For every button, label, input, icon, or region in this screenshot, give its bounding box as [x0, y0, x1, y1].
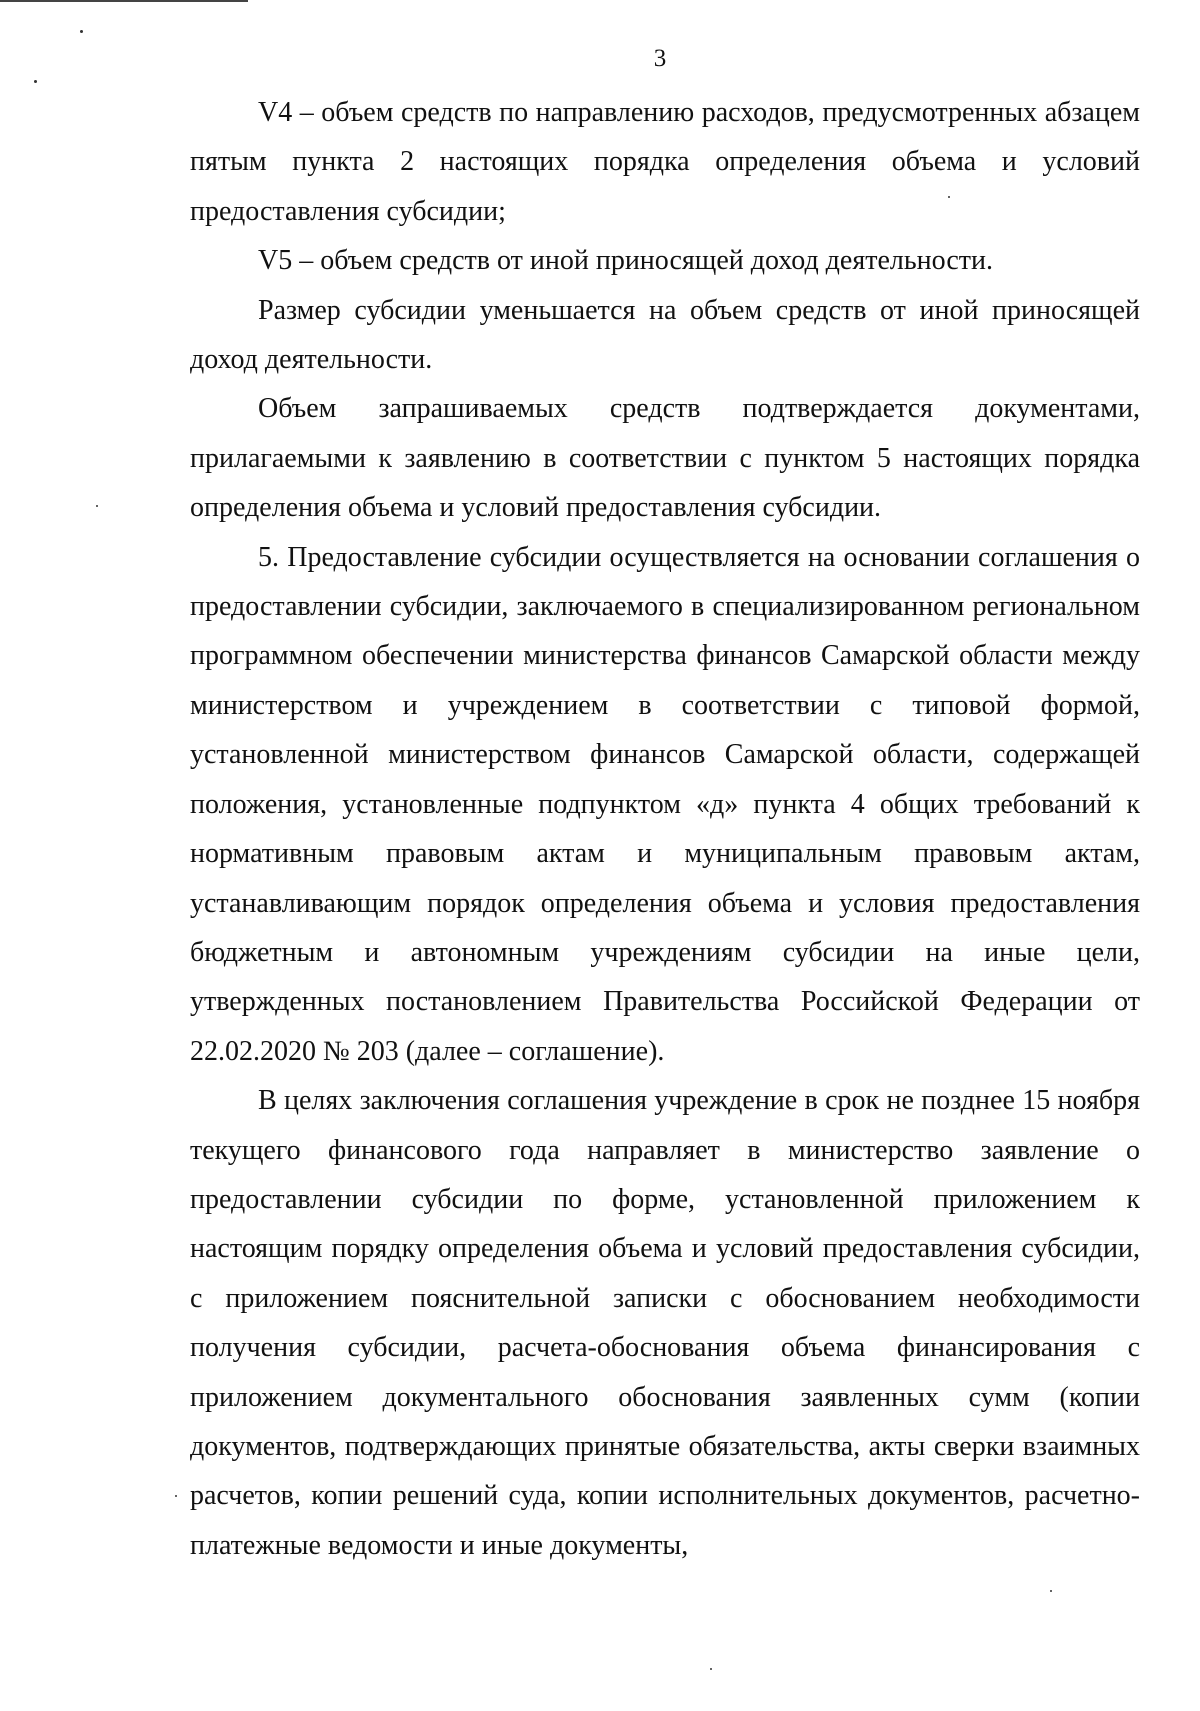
scan-speck	[710, 1668, 712, 1670]
paragraph-v4-definition: V4 – объем средств по направлению расходов, предусмотренных абзацем пятым пункта 2 настоящих порядка определения объема и условий предоставления субсидии;	[190, 97, 1140, 227]
scan-speck	[96, 505, 98, 507]
scan-speck	[175, 1495, 177, 1497]
paragraph-v5-definition: V5 – объем средств от иной приносящей доход деятельности.	[258, 245, 993, 277]
paragraph-subsidy-reduction: Размер субсидии уменьшается на объем средств от иной приносящей доход деятельности.	[190, 294, 1140, 376]
paragraph-agreement-application: В целях заключения соглашения учреждение в срок не позднее 15 ноября текущего финансового года направляет в министерство заявление о предоставлении субсидии по форме, установленной приложением к настоящим порядку определения объема и условий предоставления субсидии, с приложением пояснительной записки с обоснованием необходимости получения субсидии, расчета-обоснования объема финансирования с приложением документального обоснования заявленных сумм (копии документов, подтверждающих принятые обязательства, акты сверки взаимных расчетов, копии решений суда, копии исполнительных документов, расчетно-платежные ведомости и иные документы,	[190, 1085, 1140, 1561]
scan-speck	[80, 30, 83, 33]
scan-speck	[1050, 1590, 1052, 1592]
document-body	[190, 88, 1140, 1570]
page-number: 3	[653, 45, 667, 72]
scan-edge-rule	[0, 0, 248, 2]
paragraph-funds-confirmation: Объем запрашиваемых средств подтверждается документами, прилагаемыми к заявлению в соответствии с пунктом 5 настоящих порядка определения объема и условий предоставления субсидии.	[190, 393, 1140, 524]
scan-speck	[34, 80, 37, 83]
scan-speck	[948, 196, 950, 198]
paragraph-item-5-agreement: 5. Предоставление субсидии осуществляется на основании соглашения о предоставлении субсидии, заключаемого в специализированном региональном программном обеспечении министерства финансов Самарской области между министерством и учреждением в соответствии с типовой формой, установленной министерством финансов Самарской области, содержащей положения, установленные подпунктом «д» пункта 4 общих требований к нормативным правовым актам и муниципальным правовым актам, устанавливающим порядок определения объема и условия предоставления бюджетным и автономным учреждениям субсидии на иные цели, утвержденных постановлением Правительства Российской Федерации от 22.02.2020 № 203 (далее – соглашение).	[190, 541, 1140, 1067]
